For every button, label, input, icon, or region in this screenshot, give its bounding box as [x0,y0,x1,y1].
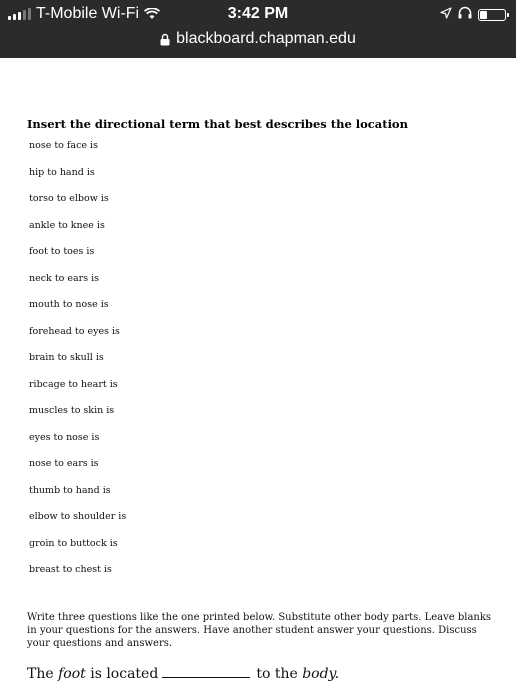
term-list-item: nose to face is [29,140,98,151]
status-bar [0,0,516,58]
term-list-item: brain to skull is [29,352,104,363]
term-list-item: foot to toes is [29,246,95,257]
carrier-label: T-Mobile Wi-Fi [36,5,140,22]
example-middle: is located [90,666,159,682]
term-list-item: eyes to nose is [29,431,100,443]
battery-icon [478,9,506,21]
instruction-heading: Insert the directional term that best describes the location [27,117,408,131]
term-list-item: neck to ears is [29,272,100,284]
term-list-item: ankle to knee is [29,219,105,231]
document-page [0,58,516,700]
instructions-paragraph: Write three questions like the one printed below. Substitute other body parts. Leave blanks in your questions for the answers. Have another student answer your questions. Discuss your questions and answers. [27,612,492,649]
lock-icon [160,33,170,46]
example-sentence [27,665,339,682]
term-list-item: groin to buttock is [29,537,118,549]
answer-blank [162,665,250,678]
address-bar[interactable] [0,30,516,48]
term-list-item: ribcage to heart is [29,378,118,390]
clock: 3:42 PM [227,5,289,22]
example-prefix: The [27,666,54,682]
term-list-item: thumb to hand is [29,484,111,496]
example-term-2: body. [302,666,340,682]
location-arrow-icon [440,6,452,24]
term-list-item: mouth to nose is [29,299,109,310]
term-list-item: muscles to skin is [29,405,115,416]
directional-term-list [29,140,126,591]
battery-fill [480,11,487,19]
status-icons [440,6,506,24]
term-list-item: forehead to eyes is [29,325,120,337]
term-list-item: elbow to shoulder is [29,511,127,522]
url-text[interactable]: blackboard.chapman.edu [176,30,356,47]
term-list-item: breast to chest is [29,564,112,575]
term-list-item: hip to hand is [29,166,95,178]
term-list-item: nose to ears is [29,458,99,469]
term-list-item: torso to elbow is [29,193,109,204]
example-suffix: to the [256,666,298,682]
example-term-1: foot [58,666,86,682]
headphones-icon [458,6,472,24]
